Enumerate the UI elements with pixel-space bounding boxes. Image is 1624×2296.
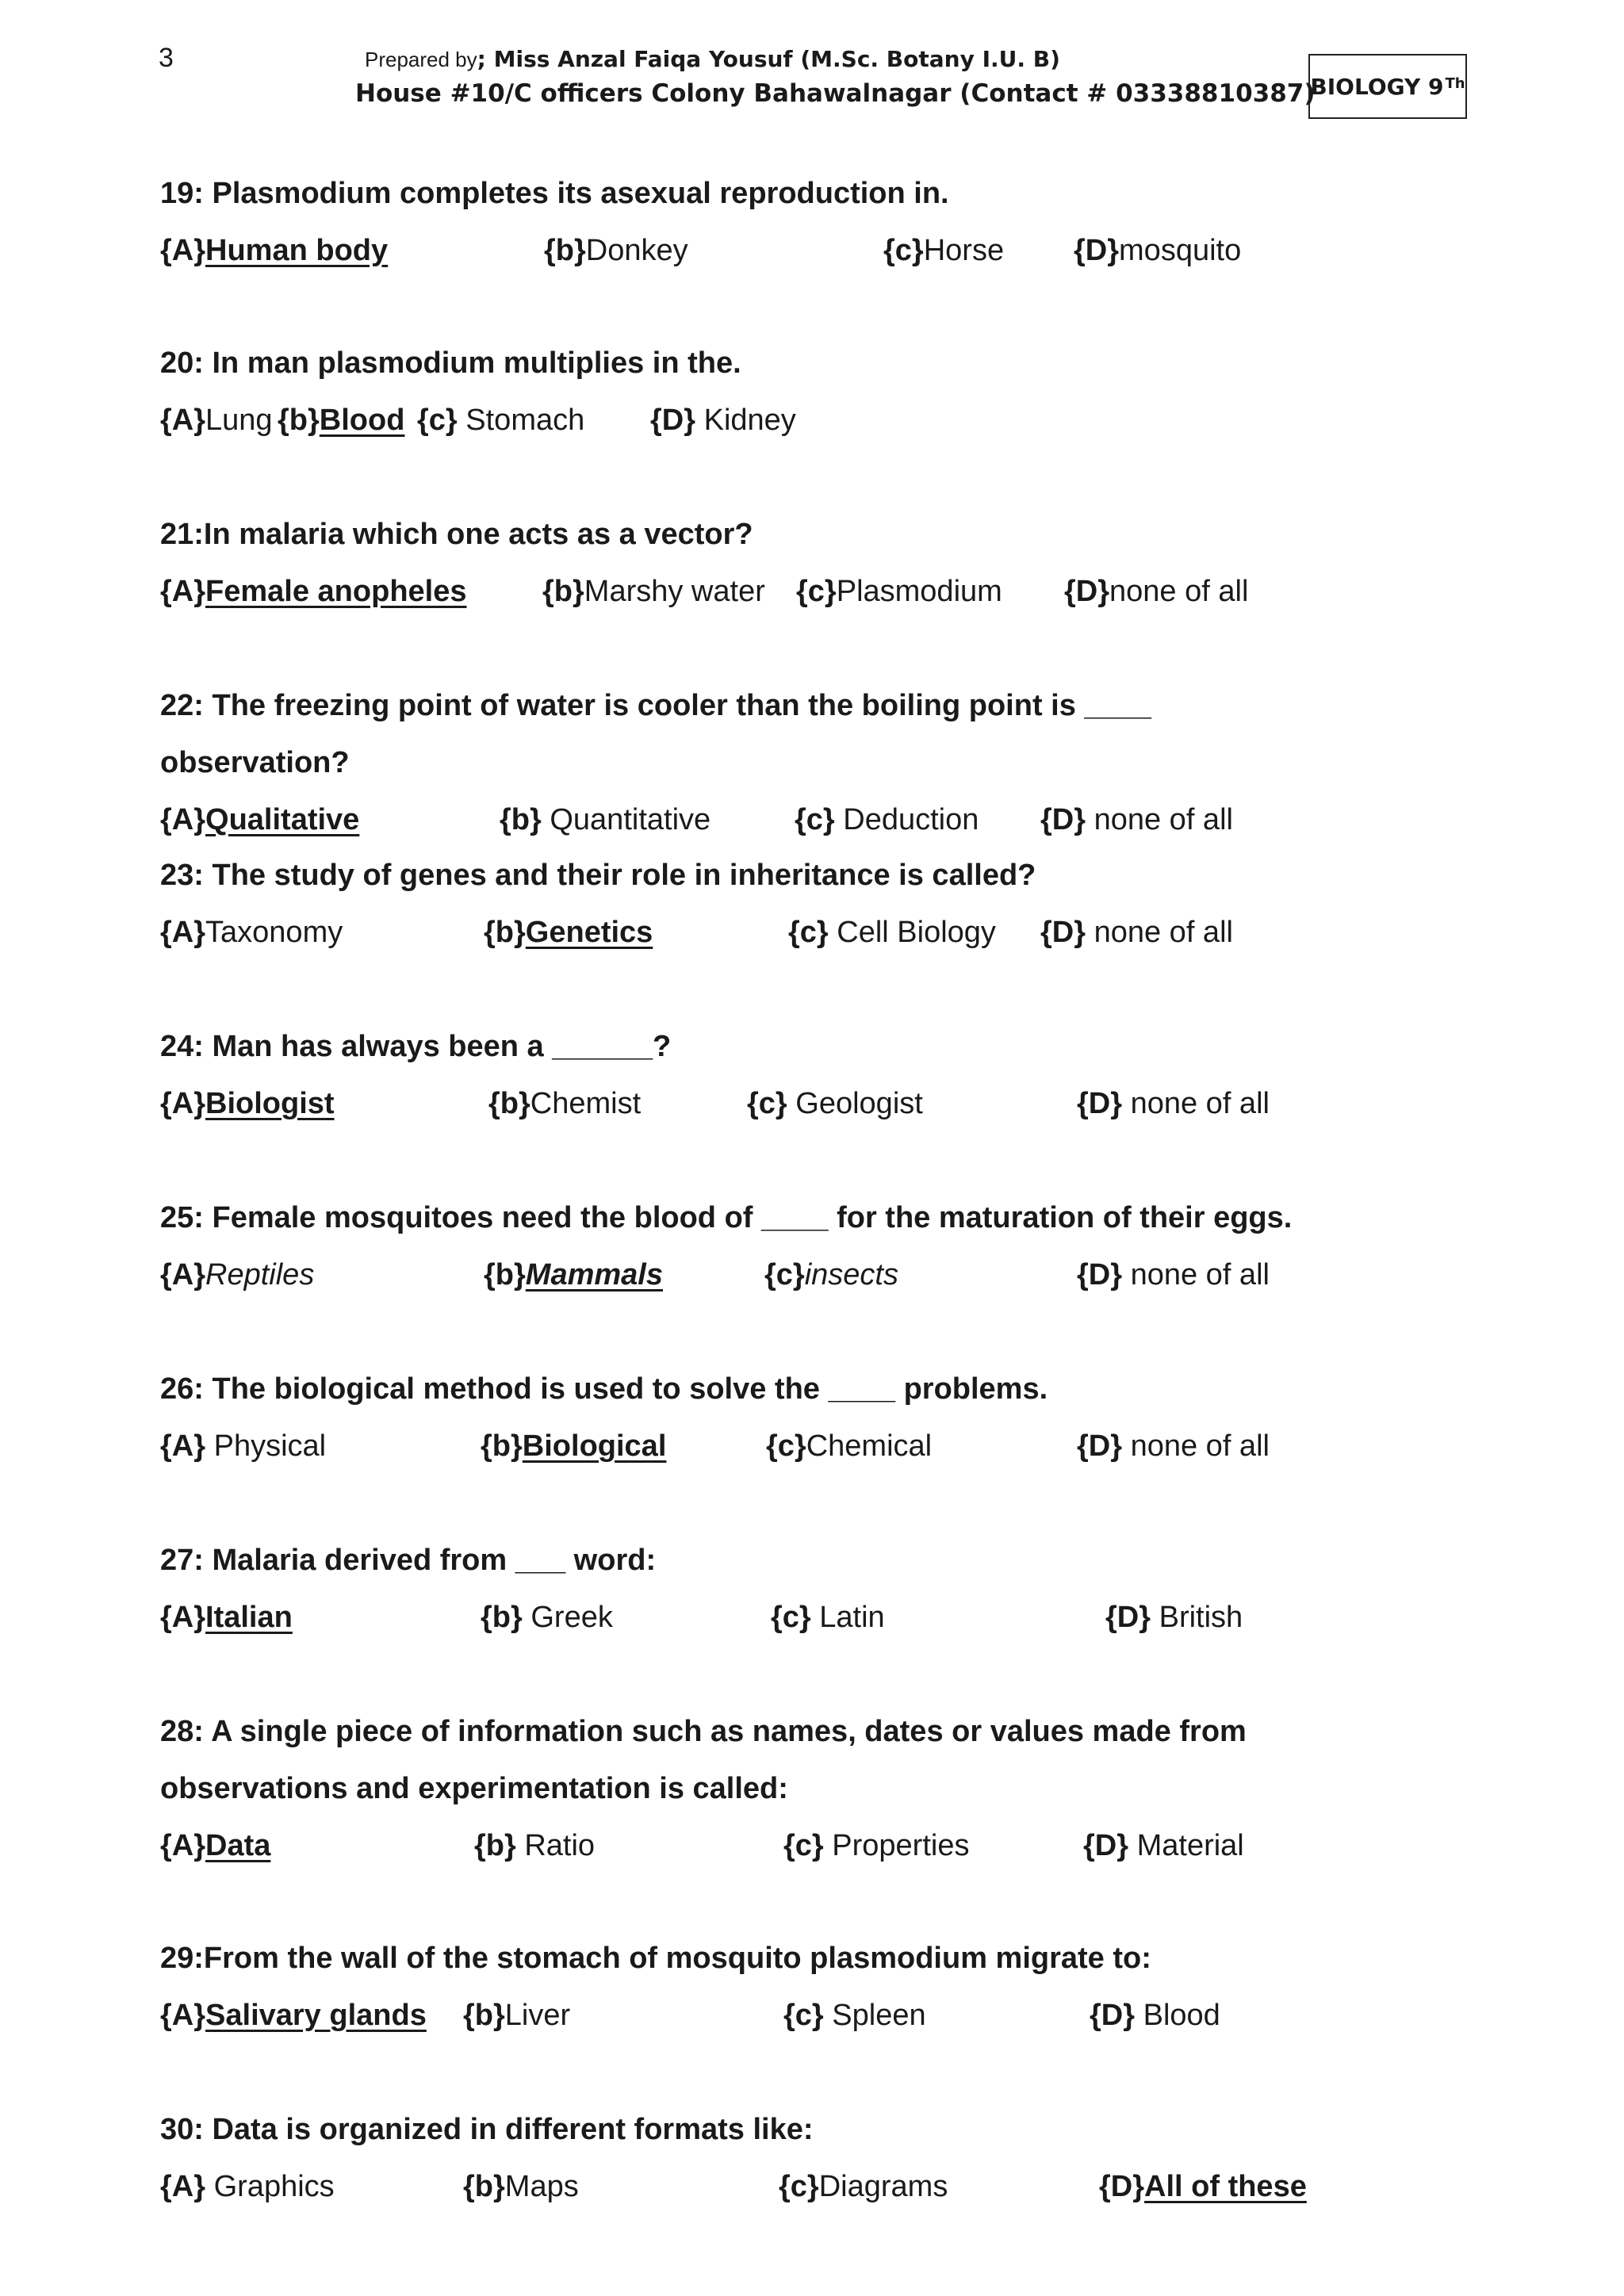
question-25 bbox=[160, 1189, 1556, 1303]
options-row bbox=[160, 904, 1556, 961]
question-text: 29:From the wall of the stomach of mosquito plasmodium migrate to: bbox=[160, 1942, 1151, 1975]
options-row bbox=[160, 1817, 1556, 1874]
question-text: 19: Plasmodium completes its asexual reproduction in. bbox=[160, 177, 949, 210]
option-a[interactable]: {A}Italian bbox=[160, 1601, 293, 1634]
question-19 bbox=[160, 165, 1556, 279]
author-name: ; Miss Anzal Faiqa Yousuf (M.Sc. Botany I.U. B) bbox=[477, 46, 1060, 72]
options-row bbox=[160, 563, 1556, 620]
options-row bbox=[160, 1589, 1556, 1646]
option-a[interactable]: {A} Physical bbox=[160, 1429, 327, 1463]
option-c[interactable]: {c} Cell Biology bbox=[788, 916, 996, 949]
option-a[interactable]: {A}Salivary glands bbox=[160, 1999, 427, 2032]
option-d[interactable]: {D} British bbox=[1105, 1601, 1243, 1634]
option-d[interactable]: {D}none of all bbox=[1064, 575, 1249, 608]
option-b[interactable]: {b}Marshy water bbox=[542, 575, 765, 608]
options-row bbox=[160, 392, 1556, 449]
option-b[interactable]: {b}Biological bbox=[481, 1429, 667, 1463]
question-21 bbox=[160, 506, 1556, 620]
prepared-by-label: Prepared by bbox=[365, 48, 477, 71]
options-row bbox=[160, 1075, 1556, 1132]
option-b[interactable]: {b}Liver bbox=[463, 1999, 571, 2032]
option-c[interactable]: {c} Deduction bbox=[795, 803, 979, 836]
header-address: House #10/C officers Colony Bahawalnagar (Contact # 03338810387) bbox=[355, 79, 1316, 108]
option-b[interactable]: {b}Maps bbox=[463, 2170, 579, 2203]
option-c[interactable]: {c}Horse bbox=[883, 234, 1005, 267]
option-d[interactable]: {D} none of all bbox=[1077, 1429, 1270, 1463]
question-28 bbox=[160, 1703, 1556, 1874]
question-24 bbox=[160, 1018, 1556, 1132]
option-d[interactable]: {D} none of all bbox=[1077, 1087, 1270, 1120]
question-30 bbox=[160, 2101, 1556, 2215]
question-text: 23: The study of genes and their role in inheritance is called? bbox=[160, 859, 1036, 892]
option-c[interactable]: {c} Latin bbox=[771, 1601, 885, 1634]
option-b[interactable]: {b}Blood bbox=[278, 404, 405, 437]
option-b[interactable]: {b} Greek bbox=[481, 1601, 613, 1634]
option-a[interactable]: {A}Female anopheles bbox=[160, 575, 467, 608]
question-text-line2: observations and experimentation is called: bbox=[160, 1772, 788, 1805]
options-row bbox=[160, 222, 1556, 279]
question-text: 30: Data is organized in different formats like: bbox=[160, 2113, 814, 2146]
option-b[interactable]: {b} Quantitative bbox=[500, 803, 711, 836]
option-b[interactable]: {b}Donkey bbox=[544, 234, 688, 267]
question-text-line1: 22: The freezing point of water is cooler than the boiling point is ____ bbox=[160, 689, 1151, 722]
option-d[interactable]: {D} none of all bbox=[1040, 803, 1233, 836]
options-row bbox=[160, 1987, 1556, 2044]
option-b[interactable]: {b}Chemist bbox=[488, 1087, 642, 1120]
page-number: 3 bbox=[159, 43, 174, 73]
question-text-line2: observation? bbox=[160, 746, 350, 779]
option-c[interactable]: {c}Plasmodium bbox=[796, 575, 1002, 608]
question-text: 26: The biological method is used to solve the ____ problems. bbox=[160, 1372, 1048, 1406]
options-row bbox=[160, 1246, 1556, 1303]
question-text: 27: Malaria derived from ___ word: bbox=[160, 1544, 657, 1577]
question-text-line1: 28: A single piece of information such as names, dates or values made from bbox=[160, 1715, 1247, 1748]
option-d[interactable]: {D}All of these bbox=[1099, 2170, 1307, 2203]
option-a[interactable]: {A}Qualitative bbox=[160, 803, 360, 836]
option-c[interactable]: {c} Spleen bbox=[783, 1999, 926, 2032]
option-c[interactable]: {c} Stomach bbox=[417, 404, 585, 437]
option-a[interactable]: {A}Data bbox=[160, 1829, 271, 1862]
option-a[interactable]: {A}Human body bbox=[160, 234, 389, 267]
option-a[interactable]: {A} Graphics bbox=[160, 2170, 335, 2203]
options-row bbox=[160, 791, 1556, 848]
option-c[interactable]: {c} Properties bbox=[783, 1829, 970, 1862]
question-27 bbox=[160, 1532, 1556, 1646]
question-23 bbox=[160, 847, 1556, 961]
option-a[interactable]: {A}Biologist bbox=[160, 1087, 335, 1120]
option-d[interactable]: {D} none of all bbox=[1040, 916, 1233, 949]
option-d[interactable]: {D} Material bbox=[1083, 1829, 1244, 1862]
subject-label: BIOLOGY 9 bbox=[1310, 73, 1444, 100]
option-a[interactable]: {A}Lung bbox=[160, 404, 273, 437]
option-b[interactable]: {b}Mammals bbox=[484, 1258, 663, 1292]
option-a[interactable]: {A}Taxonomy bbox=[160, 916, 343, 949]
question-22 bbox=[160, 677, 1556, 848]
options-row bbox=[160, 2158, 1556, 2215]
question-20 bbox=[160, 335, 1556, 449]
question-text: 21:In malaria which one acts as a vector? bbox=[160, 518, 753, 551]
question-29 bbox=[160, 1930, 1556, 2044]
subject-superscript: Th bbox=[1445, 75, 1465, 92]
subject-box bbox=[1308, 54, 1467, 119]
option-c[interactable]: {c}Chemical bbox=[766, 1429, 933, 1463]
option-d[interactable]: {D} Blood bbox=[1090, 1999, 1220, 2032]
option-d[interactable]: {D} Kidney bbox=[650, 404, 796, 437]
question-text: 25: Female mosquitoes need the blood of ____ for the maturation of their eggs. bbox=[160, 1201, 1293, 1234]
option-d[interactable]: {D} none of all bbox=[1077, 1258, 1270, 1292]
option-b[interactable]: {b} Ratio bbox=[474, 1829, 596, 1862]
question-text: 20: In man plasmodium multiplies in the. bbox=[160, 346, 741, 380]
option-b[interactable]: {b}Genetics bbox=[484, 916, 653, 949]
option-c[interactable]: {c}insects bbox=[764, 1258, 898, 1292]
option-d[interactable]: {D}mosquito bbox=[1074, 234, 1242, 267]
option-c[interactable]: {c}Diagrams bbox=[779, 2170, 948, 2203]
option-c[interactable]: {c} Geologist bbox=[747, 1087, 923, 1120]
option-a[interactable]: {A}Reptiles bbox=[160, 1258, 315, 1292]
options-row bbox=[160, 1418, 1556, 1475]
question-text: 24: Man has always been a ______? bbox=[160, 1030, 672, 1063]
question-26 bbox=[160, 1360, 1556, 1475]
